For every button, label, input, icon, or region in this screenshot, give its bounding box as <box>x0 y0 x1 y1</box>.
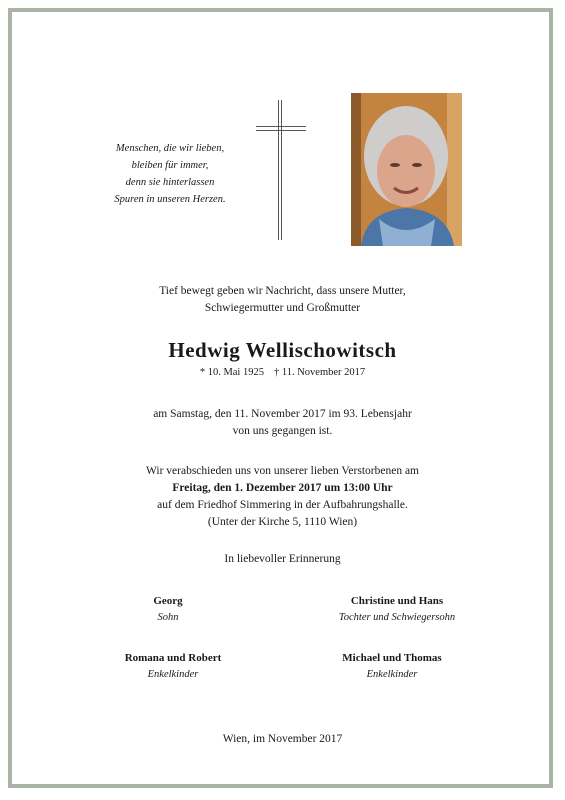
intro-line: Tief bewegt geben wir Nachricht, dass unsere Mutter, <box>159 285 406 297</box>
funeral-date: Freitag, den 1. Dezember 2017 um 13:00 Uhr <box>172 482 393 494</box>
death-notice <box>0 406 565 440</box>
poem-line: Spuren in unseren Herzen. <box>114 194 226 205</box>
closing-line: Wien, im November 2017 <box>222 733 343 745</box>
intro-line: Schwiegermutter und Großmutter <box>204 302 361 314</box>
family-role: Enkelkinder <box>366 669 418 680</box>
intro-text <box>0 283 565 317</box>
birth-date: * 10. Mai 1925 <box>199 367 264 378</box>
family-member <box>297 593 497 626</box>
death-date: † 11. November 2017 <box>273 367 366 378</box>
death-notice-line: am Samstag, den 11. November 2017 im 93. Lebensjahr <box>153 408 412 420</box>
family-member <box>292 650 492 683</box>
family-role: Enkelkinder <box>147 669 199 680</box>
funeral-place: auf dem Friedhof Simmering in der Aufbahrungshalle. <box>157 499 408 511</box>
poem-line: denn sie hinterlassen <box>125 177 215 188</box>
family-name: Georg <box>153 595 183 607</box>
poem <box>95 140 245 208</box>
cross-icon <box>256 100 306 240</box>
family-role: Tochter und Schwiegersohn <box>338 612 456 623</box>
poem-line: bleiben für immer, <box>131 160 209 171</box>
poem-line: Menschen, die wir lieben, <box>115 143 225 154</box>
funeral-info <box>0 463 565 531</box>
deceased-name: Hedwig Wellischowitsch <box>168 338 397 362</box>
family-name: Michael und Thomas <box>342 652 442 664</box>
memory-line: In liebevoller Erinnerung <box>224 553 341 565</box>
funeral-intro: Wir verabschieden uns von unserer lieben Verstorbenen am <box>146 465 419 477</box>
family-role: Sohn <box>157 612 179 623</box>
family-member <box>68 593 268 626</box>
portrait-photo <box>351 93 462 246</box>
family-name: Romana und Robert <box>124 652 222 664</box>
death-notice-line: von uns gegangen ist. <box>232 425 333 437</box>
family-member <box>73 650 273 683</box>
funeral-address: (Unter der Kirche 5, 1110 Wien) <box>207 516 358 528</box>
family-name: Christine und Hans <box>350 595 444 607</box>
life-dates <box>0 367 565 378</box>
